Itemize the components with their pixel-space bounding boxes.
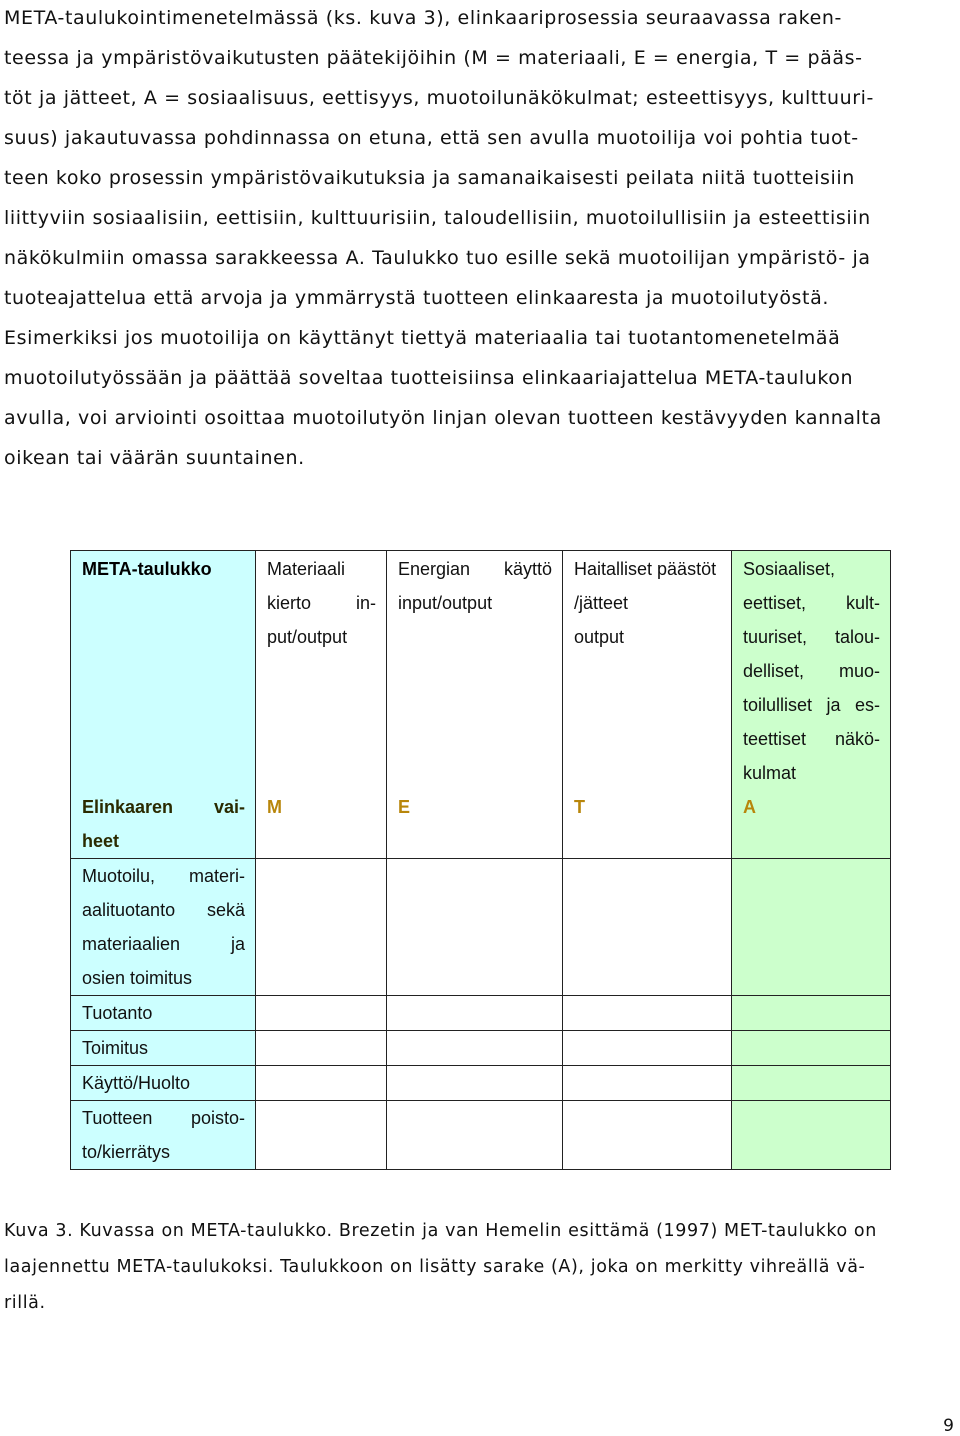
code-t-cell — [563, 790, 732, 859]
table-cell — [732, 1031, 891, 1066]
table-cell — [256, 1101, 387, 1170]
table-cell — [563, 1031, 732, 1066]
phase-cell — [71, 1101, 256, 1170]
body-line: näkökulmiin omassa sarakkeessa A. Taulukko tuo esille sekä muotoilijan ympäristö- ja — [4, 247, 871, 269]
table-cell — [732, 996, 891, 1031]
header-line: /jätteet — [574, 593, 629, 613]
table-cell — [732, 1066, 891, 1101]
body-line: teen koko prosessin ympäristövaikutuksia ja samanaikaisesti peilata niitä tuotteisiin — [4, 167, 855, 189]
header-energia — [387, 551, 563, 791]
header-line: Energian käyttö — [398, 559, 552, 579]
phase-cell — [71, 1031, 256, 1066]
body-line: teessa ja ympäristövaikutusten päätekijöihin (M = materiaali, E = energia, T = pääs- — [4, 47, 863, 69]
header-line: output — [574, 627, 625, 647]
caption-line: rillä. — [4, 1293, 46, 1313]
code-m: M — [267, 797, 282, 817]
header-materiaali — [256, 551, 387, 791]
caption-line: Kuva 3. Kuvassa on META-taulukko. Brezetin ja van Hemelin esittämä (1997) MET-taulukko on — [4, 1221, 877, 1241]
header-line: delliset, muo- — [743, 661, 880, 681]
phase-line: Käyttö/Huolto — [82, 1073, 191, 1093]
code-m-cell — [256, 790, 387, 859]
meta-table — [70, 550, 891, 1170]
caption-line: laajennettu META-taulukoksi. Taulukkoon on lisätty sarake (A), joka on merkitty vihreällä vä- — [4, 1257, 866, 1277]
phase-cell — [71, 1066, 256, 1101]
phase-line: osien toimitus — [82, 968, 193, 988]
phase-line: Muotoilu, materi- — [82, 866, 245, 886]
body-line: avulla, voi arviointi osoittaa muotoilutyön linjan olevan tuotteen kestävyyden kannalta — [4, 407, 882, 429]
phase-label-cell — [71, 790, 256, 859]
table-header-row — [71, 551, 891, 791]
table-cell — [563, 859, 732, 996]
header-line: Materiaali — [267, 559, 346, 579]
body-line: töt ja jätteet, A = sosiaalisuus, eettisyys, muotoilunäkökulmat; esteettisyys, kulttuuri- — [4, 87, 874, 109]
code-a-cell — [732, 790, 891, 859]
table-cell — [256, 1066, 387, 1101]
phase-label-line: Elinkaaren vai- — [82, 797, 245, 817]
header-line: eettiset, kult- — [743, 593, 880, 613]
body-line: muotoilutyössään ja päättää soveltaa tuotteisiinsa elinkaariajattelua META-taulukon — [4, 367, 854, 389]
table-row — [71, 996, 891, 1031]
header-line: kulmat — [743, 763, 797, 783]
phase-line: aalituotanto sekä — [82, 900, 245, 920]
body-line: META-taulukointimenetelmässä (ks. kuva 3), elinkaariprosessia seuraavassa raken- — [4, 7, 842, 29]
table-cell — [732, 1101, 891, 1170]
header-line: teettiset näkö- — [743, 729, 880, 749]
table-cell — [387, 1101, 563, 1170]
table-row — [71, 1031, 891, 1066]
phase-line: Tuotanto — [82, 1003, 153, 1023]
table-row — [71, 1101, 891, 1170]
header-line: kierto in- — [267, 593, 376, 613]
table-cell — [563, 1101, 732, 1170]
body-line: tuoteajattelua että arvoja ja ymmärrystä tuotteen elinkaaresta ja muotoilutyöstä. — [4, 287, 829, 309]
table-cell — [732, 859, 891, 996]
table-row — [71, 1066, 891, 1101]
phase-line: to/kierrätys — [82, 1142, 171, 1162]
table-row — [71, 859, 891, 996]
header-line: tuuriset, talou- — [743, 627, 880, 647]
body-line: oikean tai väärän suuntainen. — [4, 447, 305, 469]
code-a: A — [743, 797, 756, 817]
header-haitalliset — [563, 551, 732, 791]
header-line: Sosiaaliset, — [743, 559, 836, 579]
table-cell — [387, 859, 563, 996]
meta-table-title-cell — [71, 551, 256, 791]
table-cell — [563, 1066, 732, 1101]
phase-line: Toimitus — [82, 1038, 149, 1058]
header-line: toilulliset ja es- — [743, 695, 880, 715]
body-line: liittyviin sosiaalisiin, eettisiin, kulttuurisiin, taloudellisiin, muotoilullisiin ja esteettisiin — [4, 207, 871, 229]
code-e: E — [398, 797, 411, 817]
table-cell — [256, 1031, 387, 1066]
phase-line: Tuotteen poisto- — [82, 1108, 245, 1128]
header-sosiaaliset — [732, 551, 891, 791]
meta-table-title: META-taulukko — [82, 559, 212, 579]
phase-line: materiaalien ja — [82, 934, 245, 954]
table-cell — [387, 1066, 563, 1101]
body-line: suus) jakautuvassa pohdinnassa on etuna, että sen avulla muotoilija voi pohtia tuot- — [4, 127, 859, 149]
header-line: input/output — [398, 593, 493, 613]
body-paragraph — [4, 0, 956, 478]
table-cell — [387, 1031, 563, 1066]
page-number: 9 — [943, 1416, 954, 1436]
table-cell — [563, 996, 732, 1031]
header-line: Haitalliset päästöt — [574, 559, 717, 579]
figure-caption — [4, 1213, 956, 1321]
code-e-cell — [387, 790, 563, 859]
table-cell — [256, 996, 387, 1031]
header-line: put/output — [267, 627, 348, 647]
table-cell — [256, 859, 387, 996]
code-t: T — [574, 797, 585, 817]
body-line: Esimerkiksi jos muotoilija on käyttänyt tiettyä materiaalia tai tuotantomenetelmää — [4, 327, 841, 349]
phase-label-line: heet — [82, 831, 120, 851]
phase-cell — [71, 859, 256, 996]
table-codes-row — [71, 790, 891, 859]
phase-cell — [71, 996, 256, 1031]
table-cell — [387, 996, 563, 1031]
